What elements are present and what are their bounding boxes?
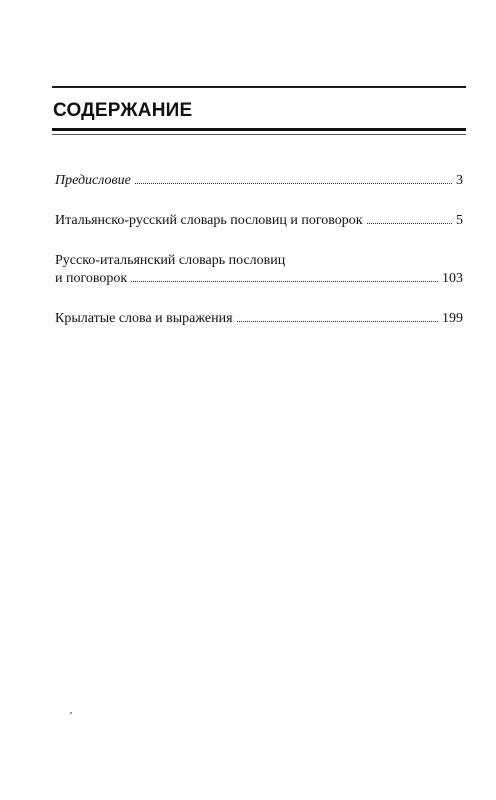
dot-leader — [367, 223, 452, 224]
dot-leader — [131, 281, 438, 282]
toc-entry-title: Крылатые слова и выражения — [55, 311, 233, 326]
toc-page-number: 199 — [442, 311, 463, 326]
toc-entry-title: Итальянско-русский словарь пословиц и поговорок — [55, 213, 363, 228]
toc-entry-italian-russian[interactable] — [55, 212, 463, 230]
toc-entry-title: Предисловие — [55, 173, 131, 188]
toc-entry-title-line2: и поговорок — [55, 271, 128, 286]
toc-entry-winged-words[interactable] — [55, 310, 463, 328]
dot-leader — [135, 183, 452, 184]
toc-page-number: 103 — [442, 271, 463, 286]
toc-line — [55, 212, 463, 230]
heading-rule-thin — [52, 134, 466, 135]
page-title: СОДЕРЖАНИЕ — [53, 100, 193, 121]
toc-entry-russian-italian[interactable] — [55, 252, 463, 288]
scan-speck — [70, 712, 72, 714]
toc-line — [55, 310, 463, 328]
toc-entry-title-line1: Русско-итальянский словарь пословиц — [55, 253, 286, 268]
toc-line — [55, 270, 463, 288]
heading-rule — [52, 128, 466, 131]
table-of-contents — [55, 172, 463, 350]
top-rule — [52, 86, 466, 88]
toc-page-number: 3 — [456, 173, 463, 188]
dot-leader — [237, 321, 438, 322]
toc-entry-preface[interactable] — [55, 172, 463, 190]
toc-line — [55, 172, 463, 190]
toc-page-number: 5 — [456, 213, 463, 228]
